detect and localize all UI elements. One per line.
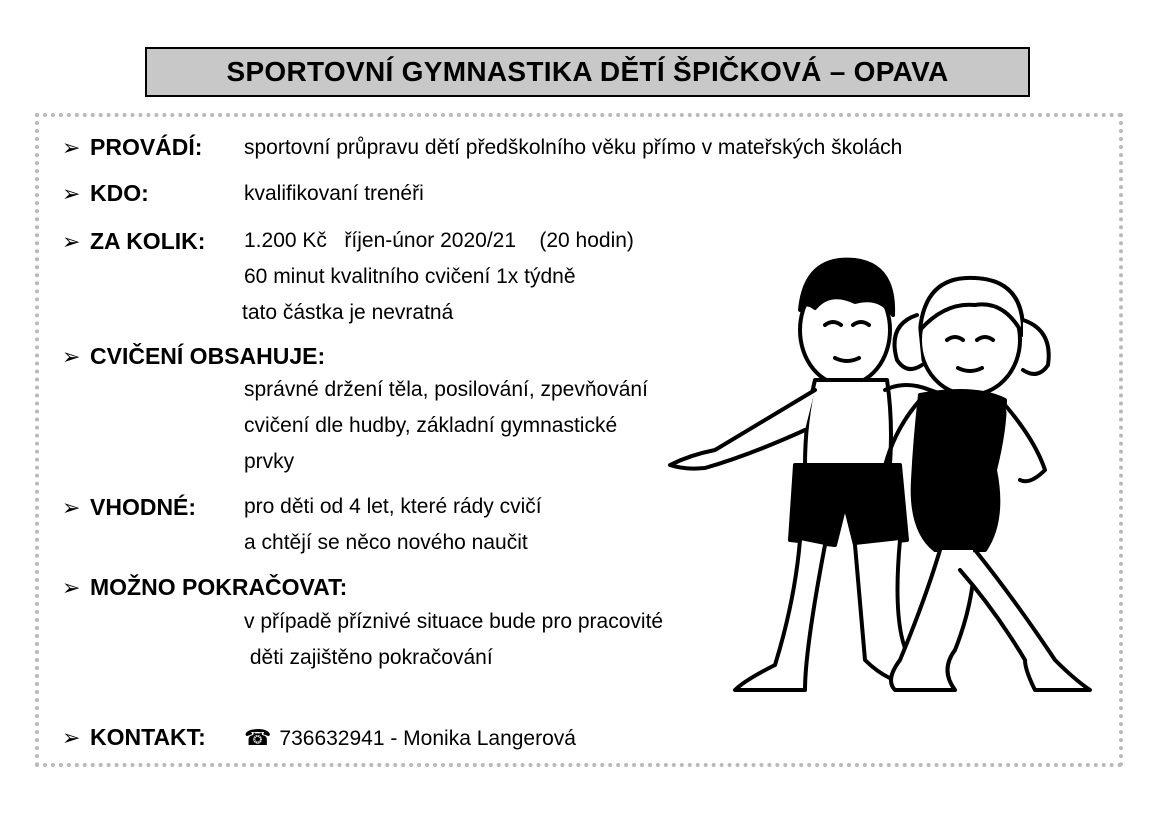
phone-icon: ☎ [244,725,272,750]
bullet-arrow-icon: ➢ [62,725,81,750]
section-line: správné držení těla, posilování, zpevňování [244,378,648,401]
bullet-arrow-icon: ➢ [62,229,81,254]
section-line: děti zajištěno pokračování [244,646,493,669]
section-lines [244,223,634,331]
contact-value [244,724,576,753]
section-label: CVIČENÍ OBSAHUJE: [90,343,326,369]
section-label: PROVÁDÍ: [90,134,203,160]
section-line: tato částka je nevratná [242,301,454,324]
section-line: v případě příznivé situace bude pro pracovité [244,610,664,633]
contact-text: 736632941 - Monika Langerová [279,727,576,750]
bullet-arrow-icon: ➢ [62,495,81,520]
section-line: cvičení dle hudby, základní gymnastické [244,414,618,437]
section-line: prvky [244,450,295,473]
section-label: KONTAKT: [90,724,206,750]
section-lines [244,604,663,676]
section-label: VHODNÉ: [90,494,197,520]
bullet-arrow-icon: ➢ [62,344,81,369]
bullet-arrow-icon: ➢ [62,181,81,206]
section-value: kvalifikovaní trenéři [244,182,424,205]
section-lines [244,489,542,561]
section-lines [244,372,648,480]
section-line: 1.200 Kč říjen-únor 2020/21 (20 hodin) [244,229,634,252]
section-line: pro děti od 4 let, které rády cvičí [244,495,542,518]
bullet-arrow-icon: ➢ [62,575,81,600]
section-line: a chtějí se něco nového naučit [244,531,528,554]
bullet-arrow-icon: ➢ [62,135,81,160]
section-label: KDO: [90,180,149,206]
page-title: SPORTOVNÍ GYMNASTIKA DĚTÍ ŠPIČKOVÁ – OPAVA [145,47,1030,97]
section-line: 60 minut kvalitního cvičení 1x týdně [244,265,576,288]
section-value: sportovní průpravu dětí předškolního věku přímo v mateřských školách [244,136,903,159]
children-gymnastics-illustration [655,240,1110,700]
section-label: ZA KOLIK: [90,228,206,254]
section-label: MOŽNO POKRAČOVAT: [90,574,348,600]
